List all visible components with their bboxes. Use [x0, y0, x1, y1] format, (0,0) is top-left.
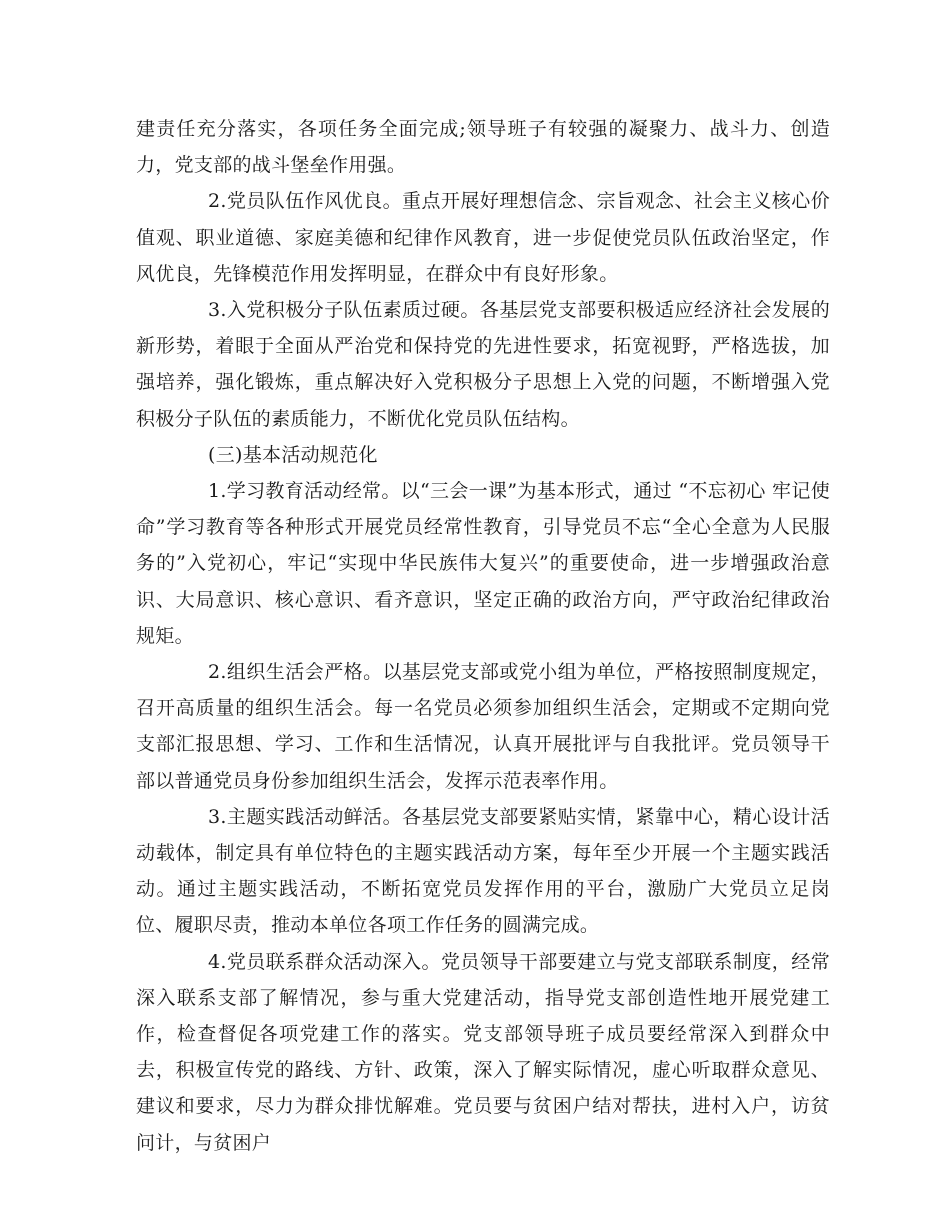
document-body — [136, 111, 830, 1161]
paragraph-item-theme-practice: 3.主题实践活动鲜活。各基层党支部要紧贴实情，紧靠中心，精心设计活动载体，制定具有单位特色的主题实践活动方案，每年至少开展一个主题实践活动。通过主题实践活动，不断拓宽党员发挥作用的平台，激励广大党员立足岗位、履职尽责，推动本单位各项工作任务的圆满完成。 — [136, 805, 830, 937]
paragraph-item-study: 1.学习教育活动经常。以“三会一课”为基本形式，通过 “不忘初心 牢记使命”学习教育等各种形式开展党员经常性教育，引导党员不忘“全心全意为人民服务的”入党初心，牢记“实现中华民族伟大复兴”的重要使命，进一步增强政治意识、大局意识、核心意识、看齐意识，坚定正确的政治方向，严守政治纪律政治规矩。 — [136, 480, 830, 647]
paragraph-item-organization-life: 2.组织生活会严格。以基层党支部或党小组为单位，严格按照制度规定，召开高质量的组织生活会。每一名党员必须参加组织生活会，定期或不定期向党支部汇报思想、学习、工作和生活情况，认真开展批评与自我批评。党员领导干部以普通党员身份参加组织生活会，发挥示范表率作用。 — [136, 661, 830, 792]
paragraph-item-party-style: 2.党员队伍作风优良。重点开展好理想信念、宗旨观念、社会主义核心价值观、职业道德、家庭美德和纪律作风教育，进一步促使党员队伍政治坚定，作风优良，先锋模范作用发挥明显，在群众中有良好形象。 — [136, 190, 830, 285]
paragraph-item-contact-masses: 4.党员联系群众活动深入。党员领导干部要建立与党支部联系制度，经常深入联系支部了解情况，参与重大党建活动，指导党支部创造性地开展党建工作，检查督促各项党建工作的落实。党支部领导班子成员要经常深入到群众中去，积极宣传党的路线、方针、政策，深入了解实际情况，虚心听取群众意见、建议和要求，尽力为群众排忧解难。党员要与贫困户结对帮扶，进村入户，访贫问计，与贫困户 — [136, 950, 830, 1154]
section-heading: (三)基本活动规范化 — [208, 443, 378, 466]
paragraph-continuation: 建责任充分落实，各项任务全面完成;领导班子有较强的凝聚力、战斗力、创造力，党支部的战斗堡垒作用强。 — [136, 118, 830, 177]
paragraph-item-activists: 3.入党积极分子队伍素质过硬。各基层党支部要积极适应经济社会发展的新形势，着眼于全面从严治党和保持党的先进性要求，拓宽视野，严格选拔，加强培养，强化锻炼，重点解决好入党积极分子思想上入党的问题，不断增强入党积极分子队伍的素质能力，不断优化党员队伍结构。 — [136, 299, 830, 430]
